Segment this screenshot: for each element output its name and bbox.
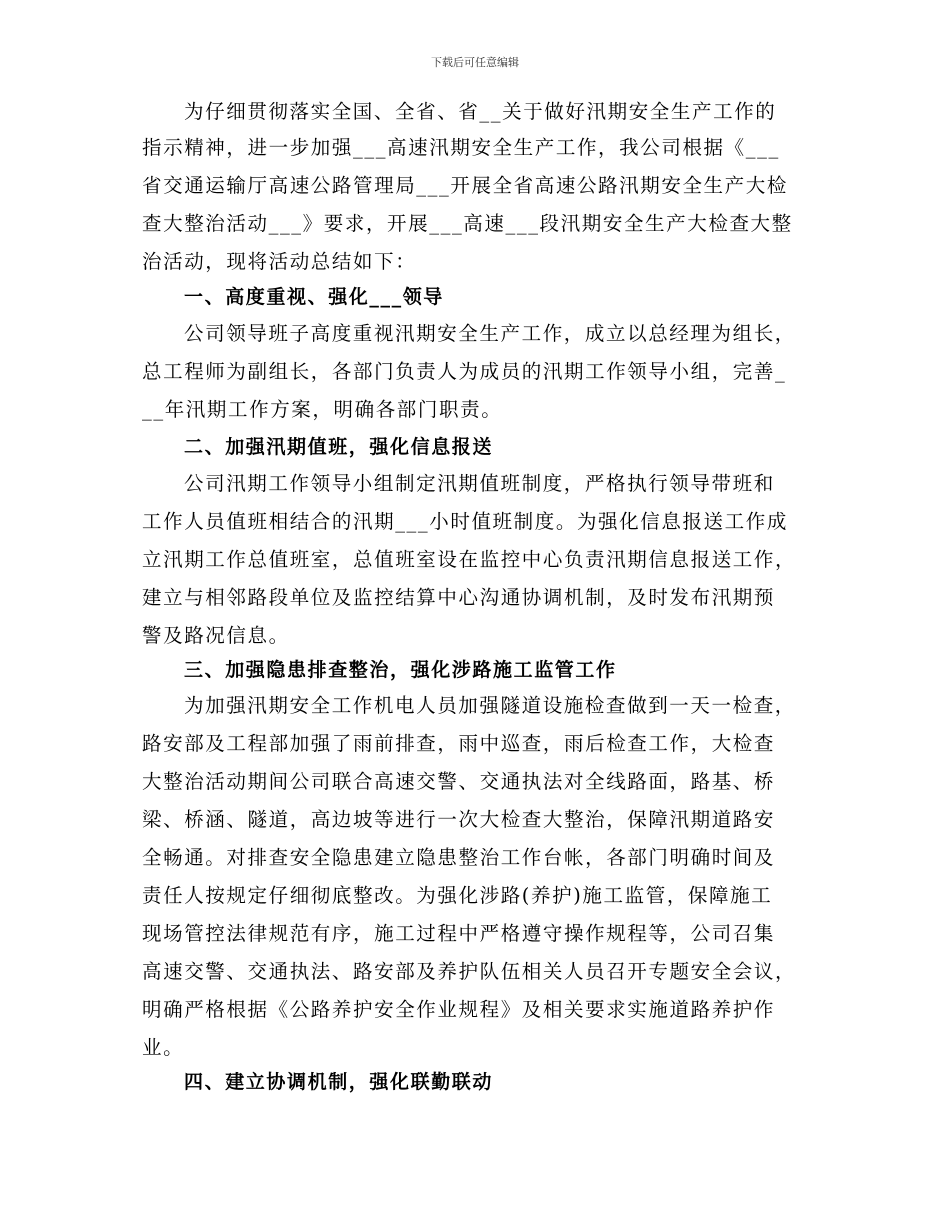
paragraph-line: 责任人按规定仔细彻底整改。为强化涉路(养护)施工监管，保障施工 [142,884,773,907]
paragraph-line: 全畅通。对排查安全隐患建立隐患整治工作台帐，各部门明确时间及 [142,846,776,869]
paragraph-line: 路安部及工程部加强了雨前排查，雨中巡查，雨后检查工作，大检查 [142,732,776,755]
paragraph-line: 现场管控法律规范有序，施工过程中严格遵守操作规程等，公司召集 [142,922,776,945]
paragraph-line: 治活动，现将活动总结如下： [142,250,417,273]
paragraph-line: 为加强汛期安全工作机电人员加强隧道设施检查做到一天一检查， [184,694,796,717]
paragraph-line: 明确严格根据《公路养护安全作业规程》及相关要求实施道路养护作 [142,998,776,1021]
paragraph-line: 总工程师为副组长，各部门负责人为成员的汛期工作领导小组，完善_ [142,360,787,383]
paragraph-line: 工作人员值班相结合的汛期___小时值班制度。为强化信息报送工作成 [142,510,788,533]
paragraph-line: 查大整治活动___》要求，开展___高速___段汛期安全生产大检查大整 [142,212,793,235]
paragraph-line: 建立与相邻路段单位及监控结算中心沟通协调机制，及时发布汛期预 [142,586,776,609]
section-heading: 二、加强汛期值班，强化信息报送 [184,436,494,458]
page-header-note: 下载后可任意编辑 [431,56,519,69]
paragraph-line: 立汛期工作总值班室，总值班室设在监控中心负责汛期信息报送工作， [142,548,797,571]
paragraph-line: 指示精神，进一步加强___高速汛期安全生产工作，我公司根据《___ [142,136,780,159]
paragraph-line: 梁、桥涵、隧道，高边坡等进行一次大检查大整治，保障汛期道路安 [142,808,776,831]
section-heading: 三、加强隐患排查整治，强化涉路施工监管工作 [184,659,617,681]
paragraph-line: 公司领导班子高度重视汛期安全生产工作，成立以总经理为组长， [184,322,796,345]
paragraph-line: 高速交警、交通执法、路安部及养护队伍相关人员召开专题安全会议， [142,960,797,983]
paragraph-line: 警及路况信息。 [142,624,290,647]
paragraph-line: 为仔细贯彻落实全国、全省、省__关于做好汛期安全生产工作的 [184,100,777,123]
paragraph-line: __年汛期工作方案，明确各部门职责。 [142,398,503,421]
paragraph-line: 大整治活动期间公司联合高速交警、交通执法对全线路面，路基、桥 [142,770,776,793]
section-heading: 一、高度重视、强化___领导 [184,286,444,308]
paragraph-line: 公司汛期工作领导小组制定汛期值班制度，严格执行领导带班和 [184,472,775,495]
paragraph-line: 省交通运输厅高速公路管理局___开展全省高速公路汛期安全生产大检 [142,174,788,197]
paragraph-line: 业。 [142,1036,185,1059]
section-heading: 四、建立协调机制，强化联勤联动 [184,1071,494,1093]
